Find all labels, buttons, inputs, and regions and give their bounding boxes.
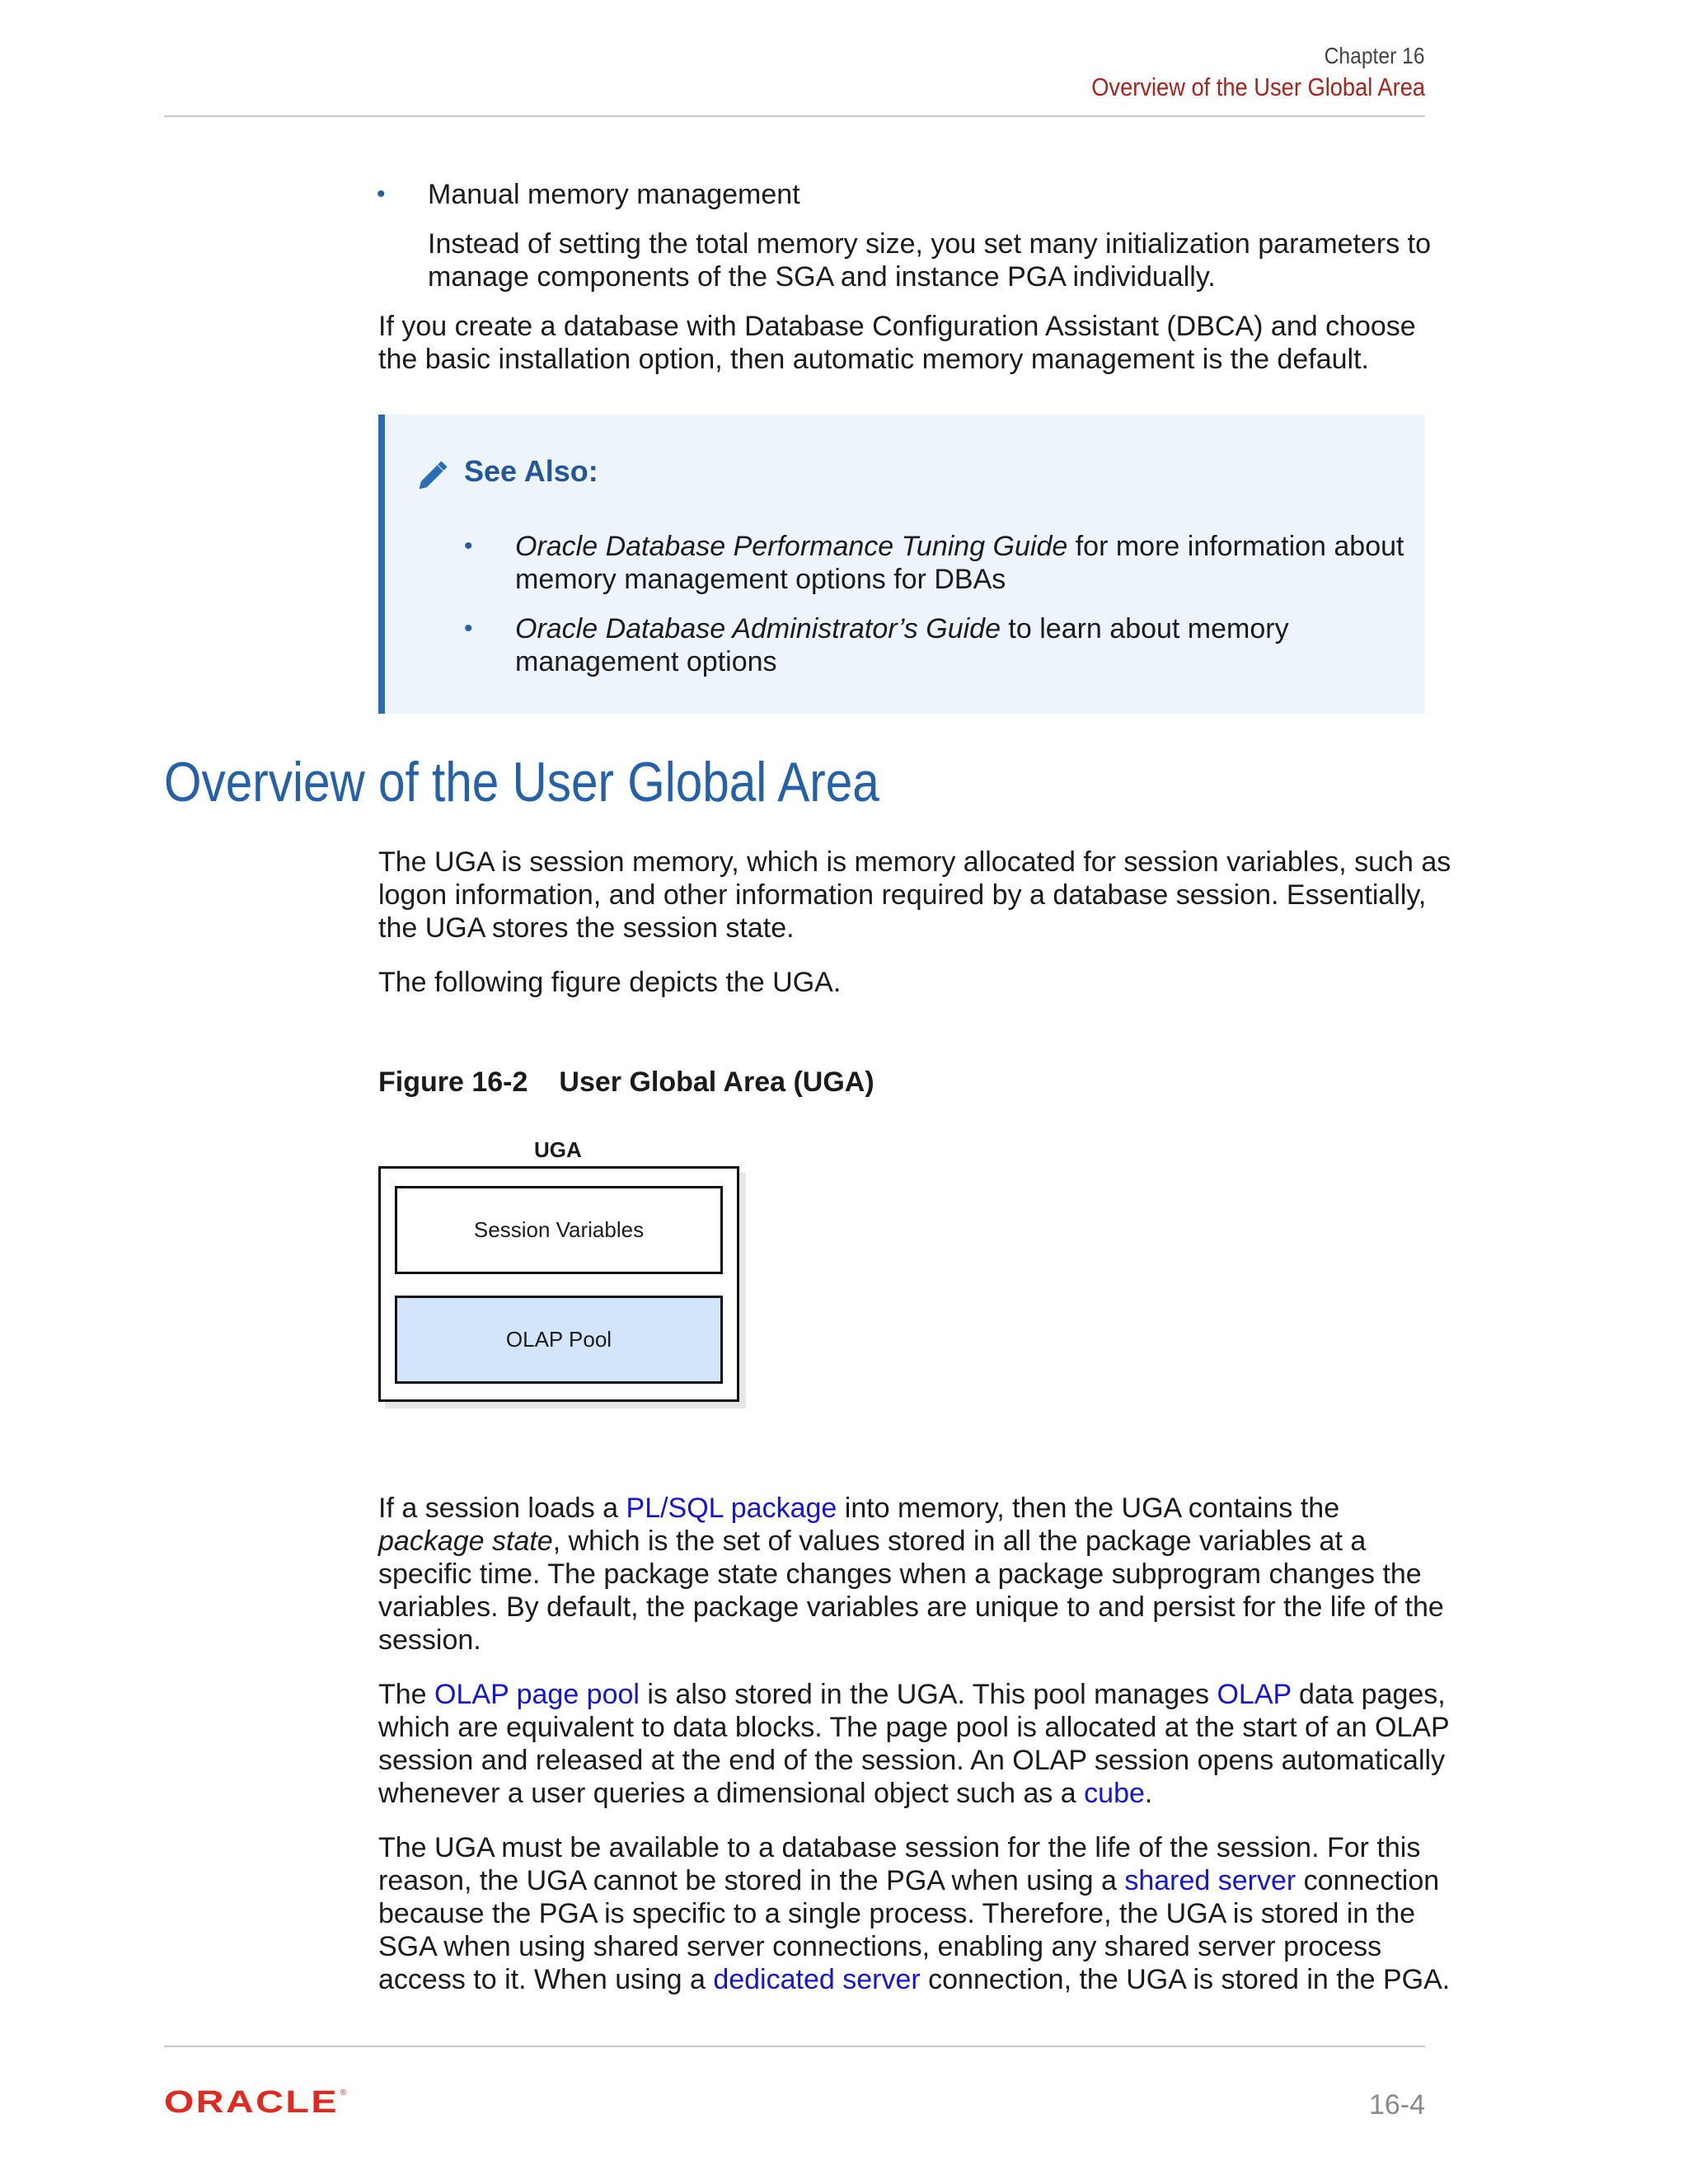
paragraph-line: If you create a database with Database Configuration Assistant (DBCA) and choose xyxy=(378,311,1416,342)
dbca-paragraph xyxy=(378,310,1416,376)
olap-pool-label: OLAP Pool xyxy=(505,1327,612,1352)
page-number: 16-4 xyxy=(1368,2089,1425,2121)
paragraph-line: specific time. The package state changes when a package subprogram changes the xyxy=(378,1558,1422,1590)
session-variables-label: Session Variables xyxy=(473,1217,645,1242)
see-also-item-text: memory management options for DBAs xyxy=(515,564,1006,595)
footer-divider xyxy=(164,2046,1425,2047)
paragraph-text: The xyxy=(378,1679,435,1710)
bullet-description-line: Instead of setting the total memory size, you set many initialization parameters to xyxy=(428,228,1432,260)
bullet-marker: • xyxy=(464,532,473,560)
session-variables-box xyxy=(395,1186,723,1274)
running-header-section: Overview of the User Global Area xyxy=(1091,73,1425,101)
uga-intro-paragraph xyxy=(378,846,1451,944)
see-also-item xyxy=(515,530,1404,596)
package-state-paragraph xyxy=(378,1492,1444,1657)
figure-number: Figure 16-2 xyxy=(378,1066,528,1098)
paragraph-text: If a session loads a xyxy=(378,1493,626,1524)
see-also-title: See Also: xyxy=(464,454,598,488)
paragraph-line: SGA when using shared server connections, enabling any shared server process xyxy=(378,1931,1382,1962)
paragraph-line: which are equivalent to data blocks. The page pool is allocated at the start of an OLAP xyxy=(378,1712,1450,1743)
paragraph-line: The UGA is session memory, which is memory allocated for session variables, such as xyxy=(378,846,1451,878)
see-also-note xyxy=(378,415,1425,714)
uga-diagram-label: UGA xyxy=(534,1137,582,1162)
paragraph-line: The UGA must be available to a database session for the life of the session. For this xyxy=(378,1832,1421,1863)
paragraph-line xyxy=(378,1525,1444,1558)
bullet-title: Manual memory management xyxy=(428,179,800,210)
paragraph-text: whenever a user queries a dimensional object such as a xyxy=(378,1778,1085,1809)
paragraph-text: data pages, xyxy=(1291,1679,1446,1710)
bullet-marker: • xyxy=(464,615,473,642)
bullet-description-line: manage components of the SGA and instance PGA individually. xyxy=(428,261,1216,293)
olap-page-pool-link[interactable]: OLAP page pool xyxy=(434,1679,640,1710)
see-also-item-line xyxy=(515,612,1289,645)
paragraph-text: , which is the set of values stored in all the package variables at a xyxy=(552,1526,1367,1557)
paragraph-line xyxy=(378,1963,1450,1996)
book-title[interactable]: Oracle Database Administrator’s Guide xyxy=(515,613,1001,644)
dedicated-server-link[interactable]: dedicated server xyxy=(713,1964,921,1995)
pencil-icon xyxy=(416,456,452,492)
paragraph-line: variables. By default, the package variables are unique to and persist for the life of the xyxy=(378,1591,1444,1623)
paragraph-text: access to it. When using a xyxy=(378,1964,714,1995)
olap-link[interactable]: OLAP xyxy=(1217,1679,1292,1710)
bullet-description xyxy=(428,227,1431,293)
olap-pool-box xyxy=(395,1296,723,1384)
svg-text:ORACLE: ORACLE xyxy=(164,2085,339,2118)
header-divider xyxy=(164,115,1425,117)
olap-paragraph xyxy=(378,1678,1450,1810)
paragraph-text: reason, the UGA cannot be stored in the PGA when using a xyxy=(378,1865,1125,1896)
see-also-item-line xyxy=(515,530,1404,563)
paragraph-line: session and released at the end of the session. An OLAP session opens automatically xyxy=(378,1745,1446,1776)
paragraph-line: because the PGA is specific to a single process. Therefore, the UGA is stored in the xyxy=(378,1898,1416,1929)
paragraph-text: connection, the UGA is stored in the PGA. xyxy=(920,1964,1451,1995)
see-also-item xyxy=(515,612,1289,678)
plsql-package-link[interactable]: PL/SQL package xyxy=(626,1493,837,1524)
paragraph-line xyxy=(378,1777,1450,1810)
paragraph-text: connection xyxy=(1296,1865,1440,1896)
figure-caption xyxy=(378,1066,874,1099)
paragraph-text: . xyxy=(1144,1778,1153,1809)
running-header-chapter: Chapter 16 xyxy=(1325,43,1425,68)
cube-link[interactable]: cube xyxy=(1084,1778,1145,1809)
figure-intro-paragraph: The following figure depicts the UGA. xyxy=(378,967,842,998)
package-state-term: package state xyxy=(378,1526,553,1557)
paragraph-line xyxy=(378,1864,1450,1897)
see-also-item-text: to learn about memory xyxy=(1000,613,1289,644)
paragraph-line: logon information, and other information required by a database session. Essentially, xyxy=(378,879,1427,911)
paragraph-line: the basic installation option, then automatic memory management is the default. xyxy=(378,344,1370,375)
svg-text:®: ® xyxy=(340,2088,347,2097)
paragraph-line xyxy=(378,1492,1444,1525)
bullet-marker: • xyxy=(377,180,386,208)
see-also-item-text: management options xyxy=(515,646,777,677)
paragraph-line: session. xyxy=(378,1624,481,1656)
see-also-item-text: for more information about xyxy=(1067,531,1404,562)
paragraph-text: is also stored in the UGA. This pool manages xyxy=(639,1679,1217,1710)
paragraph-text: into memory, then the UGA contains the xyxy=(837,1493,1340,1524)
paragraph-line xyxy=(378,1678,1450,1711)
paragraph-line: the UGA stores the session state. xyxy=(378,912,795,944)
section-heading: Overview of the User Global Area xyxy=(164,751,879,813)
oracle-logo xyxy=(164,2085,354,2118)
shared-server-paragraph xyxy=(378,1831,1450,1996)
uga-diagram xyxy=(378,1166,739,1402)
book-title[interactable]: Oracle Database Performance Tuning Guide xyxy=(515,531,1068,562)
figure-title: User Global Area (UGA) xyxy=(559,1066,874,1098)
shared-server-link[interactable]: shared server xyxy=(1124,1865,1296,1896)
